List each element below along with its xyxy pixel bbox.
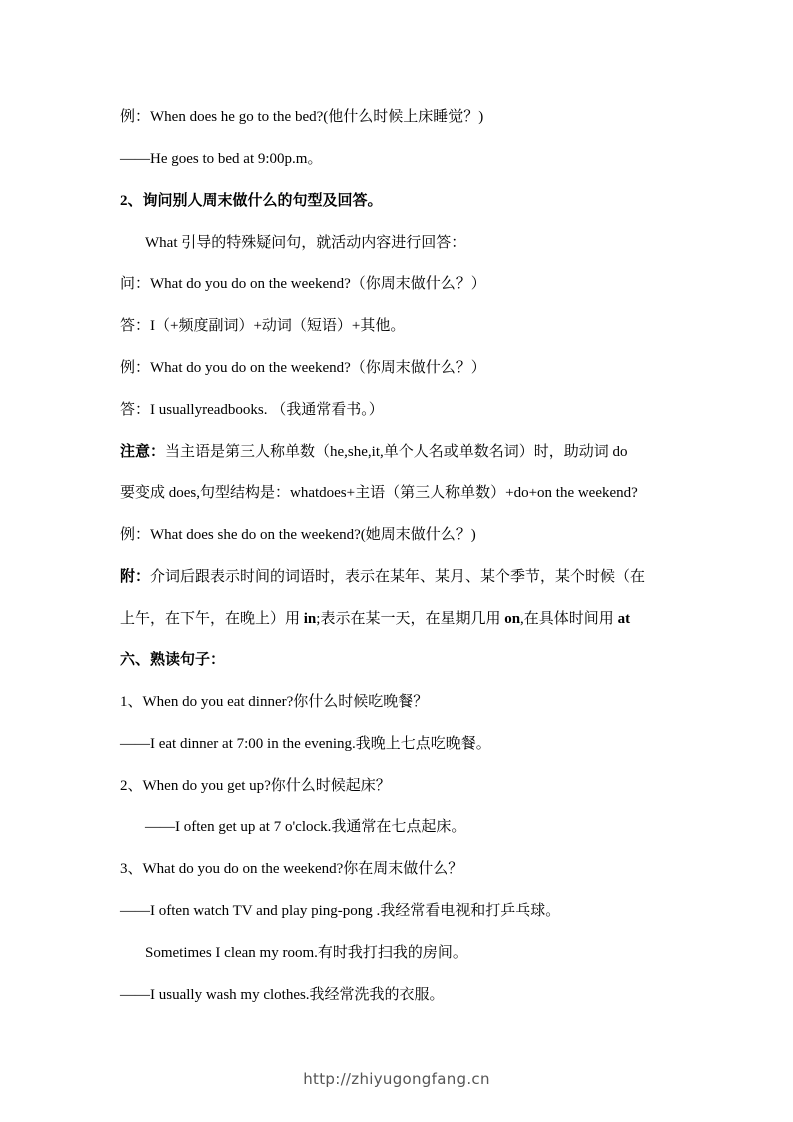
keyword-in: in [303,611,317,627]
footer-url: http://zhiyugongfang.cn [303,1070,490,1088]
appendix-text-2b: ;表示在某一天，在星期几用 [316,611,505,627]
example-line-1: 例：When does he go to the bed?(他什么时候上床睡觉？) [120,109,484,125]
note-line-2: 要变成 does,句型结构是：whatdoes+主语（第三人称单数）+do+on the weekend? [120,485,638,501]
appendix-line [120,567,680,587]
appendix-text: 介词后跟表示时间的词语时，表示在某年、某月、某个季节，某个时候（在 [150,569,646,585]
sentence-1: 1、When do you eat dinner?你什么时候吃晚餐？ [120,694,429,710]
section-heading-6: 六、熟读句子： [120,652,226,668]
intro-line: What 引导的特殊疑问句，就活动内容进行回答： [145,235,467,251]
sentence-2-answer: ——I often get up at 7 o'clock.我通常在七点起床。 [145,819,467,835]
example-line-2: 例：What do you do on the weekend?（你周末做什么？） [120,360,486,376]
sentence-3: 3、What do you do on the weekend?你在周末做什么？ [120,861,464,877]
sentence-1-answer: ——I eat dinner at 7:00 in the evening.我晚上七点吃晚餐。 [120,736,491,752]
note-label: 注意： [120,444,166,460]
keyword-on: on [504,611,521,627]
sentence-2: 2、When do you get up?你什么时候起床？ [120,778,391,794]
sentence-3-answer-2: Sometimes I clean my room.有时我打扫我的房间。 [145,945,468,961]
section-heading-2: 2、询问别人周末做什么的句型及回答。 [120,193,383,209]
answer-pattern-line: 答：I（+频度副词）+动词（短语）+其他。 [120,318,406,334]
question-line: 问：What do you do on the weekend?（你周末做什么？） [120,276,486,292]
appendix-text-2c: ,在具体时间用 [520,611,618,627]
answer-line-2: 答：I usuallyreadbooks. （我通常看书。） [120,402,384,418]
answer-line-1: ——He goes to bed at 9:00p.m。 [120,151,323,167]
appendix-text-2a: 上午，在下午，在晚上）用 [120,611,304,627]
appendix-line-2 [120,609,680,629]
note-line [120,442,680,462]
keyword-at: at [617,611,631,627]
note-text: 当主语是第三人称单数（he,she,it,单个人名或单数名词）时，助动词 do [165,444,628,460]
sentence-3-answer-3: ——I usually wash my clothes.我经常洗我的衣服。 [120,987,445,1003]
example-line-3: 例：What does she do on the weekend?(她周末做什么？) [120,527,476,543]
appendix-label: 附： [120,569,151,585]
sentence-3-answer: ——I often watch TV and play ping-pong .我经常看电视和打乒乓球。 [120,903,561,919]
